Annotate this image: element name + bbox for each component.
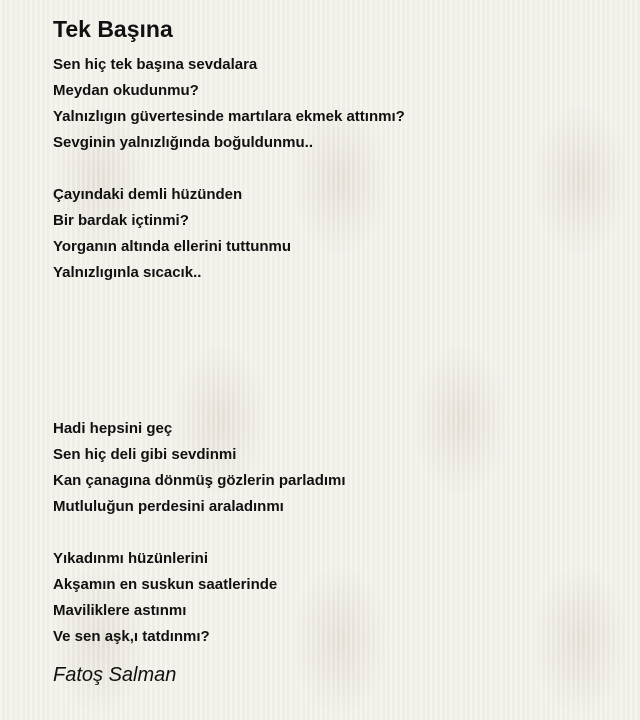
- poem-line: Bir bardak içtinmi?: [53, 212, 189, 229]
- poem-line: Meydan okudunmu?: [53, 82, 199, 99]
- poem-line: Yalnızlıgınla sıcacık..: [53, 264, 202, 281]
- poem-title: Tek Başına: [53, 16, 173, 42]
- stanza-2: [53, 182, 613, 286]
- poem-line: Ve sen aşk,ı tatdınmı?: [53, 628, 210, 645]
- poem-line: Çayındaki demli hüzünden: [53, 186, 243, 203]
- poem-line: Hadi hepsini geç: [53, 420, 173, 437]
- stanza-4: [53, 546, 613, 650]
- stanza-1: [53, 52, 613, 156]
- poem-body: [53, 52, 613, 650]
- poem-line: Yıkadınmı hüzünlerini: [53, 550, 209, 567]
- poem-line: Kan çanagına dönmüş gözlerin parladımı: [53, 472, 346, 489]
- stanza-break: [53, 520, 613, 546]
- stanza-3: [53, 416, 613, 520]
- poem-line: Yorganın altında ellerini tuttunmu: [53, 238, 292, 255]
- poem-line: Maviliklere astınmı: [53, 602, 187, 619]
- poem-author: Fatoş Salman: [53, 664, 177, 686]
- poem-line: Sevginin yalnızlığında boğuldunmu..: [53, 134, 314, 151]
- poem-line: Sen hiç tek başına sevdalara: [53, 56, 258, 73]
- poem-line: Akşamın en suskun saatlerinde: [53, 576, 278, 593]
- poem: [53, 14, 613, 688]
- stanza-break: [53, 156, 613, 182]
- poem-line: Yalnızlıgın güvertesinde martılara ekmek attınmı?: [53, 108, 405, 125]
- poem-line: Sen hiç deli gibi sevdinmi: [53, 446, 237, 463]
- section-break: [53, 286, 613, 416]
- poem-line: Mutluluğun perdesini araladınmı: [53, 498, 284, 515]
